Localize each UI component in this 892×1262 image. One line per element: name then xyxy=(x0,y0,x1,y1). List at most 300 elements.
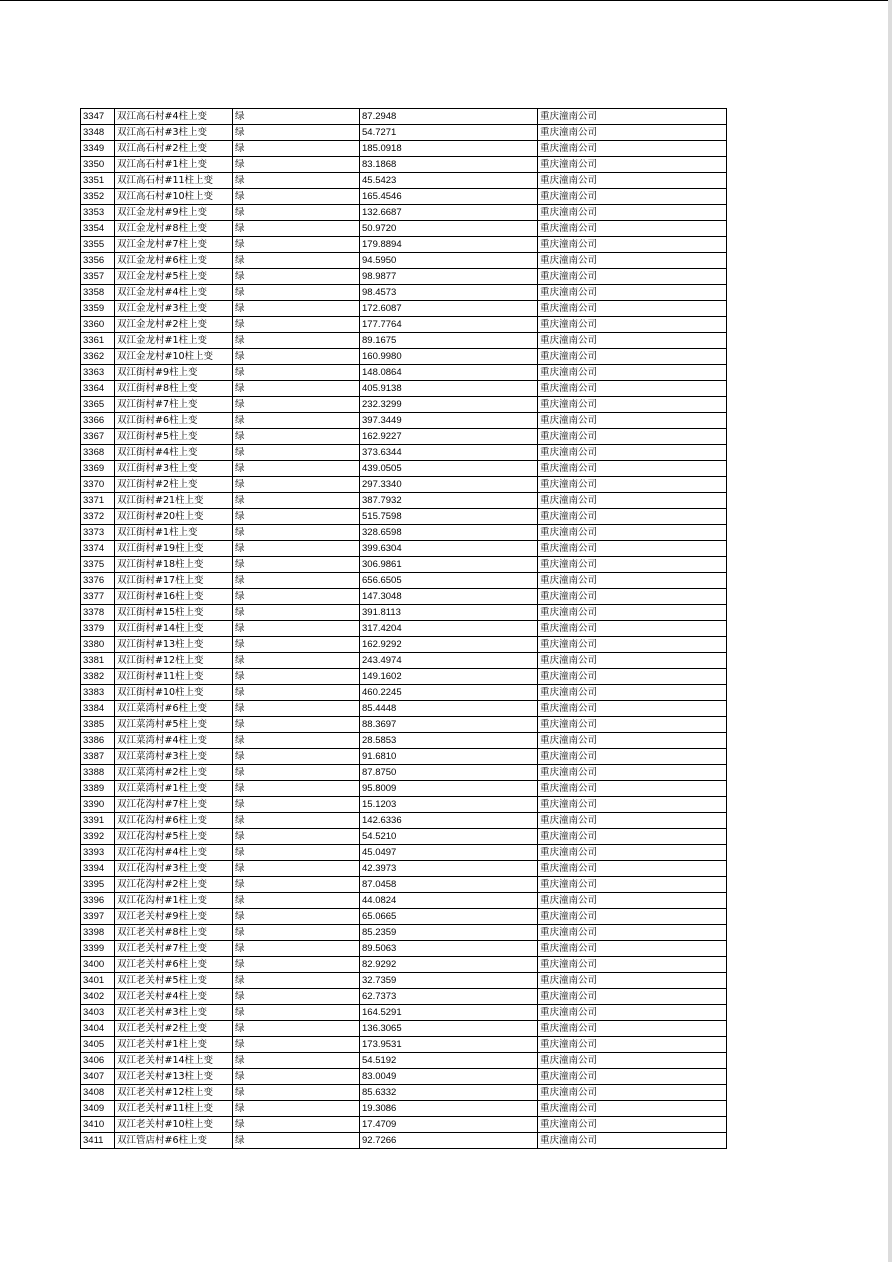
cell-value: 656.6505 xyxy=(360,573,538,589)
table-row xyxy=(81,1021,727,1037)
table-row xyxy=(81,1037,727,1053)
cell-id: 3407 xyxy=(81,1069,115,1085)
cell-status-color: 绿 xyxy=(233,1069,360,1085)
table-row xyxy=(81,1117,727,1133)
table-row xyxy=(81,1053,727,1069)
cell-value: 94.5950 xyxy=(360,253,538,269)
cell-transformer-name: 双江老关村#2柱上变 xyxy=(115,1021,233,1037)
cell-value: 54.5192 xyxy=(360,1053,538,1069)
table-row xyxy=(81,333,727,349)
table-row xyxy=(81,605,727,621)
table-row xyxy=(81,349,727,365)
cell-transformer-name: 双江菜湾村#2柱上变 xyxy=(115,765,233,781)
cell-status-color: 绿 xyxy=(233,557,360,573)
cell-id: 3395 xyxy=(81,877,115,893)
table-row xyxy=(81,381,727,397)
cell-transformer-name: 双江老关村#10柱上变 xyxy=(115,1117,233,1133)
cell-transformer-name: 双江金龙村#6柱上变 xyxy=(115,253,233,269)
cell-value: 32.7359 xyxy=(360,973,538,989)
cell-value: 98.4573 xyxy=(360,285,538,301)
cell-status-color: 绿 xyxy=(233,525,360,541)
cell-company: 重庆潼南公司 xyxy=(538,845,727,861)
table-row xyxy=(81,525,727,541)
cell-status-color: 绿 xyxy=(233,1133,360,1149)
table-row xyxy=(81,845,727,861)
cell-status-color: 绿 xyxy=(233,141,360,157)
cell-value: 17.4709 xyxy=(360,1117,538,1133)
cell-company: 重庆潼南公司 xyxy=(538,941,727,957)
cell-company: 重庆潼南公司 xyxy=(538,445,727,461)
table-row xyxy=(81,461,727,477)
table-row xyxy=(81,317,727,333)
cell-id: 3347 xyxy=(81,109,115,125)
cell-id: 3400 xyxy=(81,957,115,973)
cell-transformer-name: 双江高石村#2柱上变 xyxy=(115,141,233,157)
table-row xyxy=(81,285,727,301)
cell-company: 重庆潼南公司 xyxy=(538,1069,727,1085)
cell-id: 3405 xyxy=(81,1037,115,1053)
cell-value: 328.6598 xyxy=(360,525,538,541)
cell-id: 3377 xyxy=(81,589,115,605)
cell-status-color: 绿 xyxy=(233,781,360,797)
cell-id: 3409 xyxy=(81,1101,115,1117)
cell-status-color: 绿 xyxy=(233,445,360,461)
cell-company: 重庆潼南公司 xyxy=(538,573,727,589)
cell-transformer-name: 双江街村#12柱上变 xyxy=(115,653,233,669)
cell-id: 3362 xyxy=(81,349,115,365)
cell-transformer-name: 双江花沟村#5柱上变 xyxy=(115,829,233,845)
cell-id: 3366 xyxy=(81,413,115,429)
cell-status-color: 绿 xyxy=(233,637,360,653)
table-row xyxy=(81,589,727,605)
cell-company: 重庆潼南公司 xyxy=(538,909,727,925)
table-row xyxy=(81,573,727,589)
cell-company: 重庆潼南公司 xyxy=(538,493,727,509)
cell-id: 3391 xyxy=(81,813,115,829)
cell-company: 重庆潼南公司 xyxy=(538,733,727,749)
cell-id: 3353 xyxy=(81,205,115,221)
cell-status-color: 绿 xyxy=(233,1053,360,1069)
table-row xyxy=(81,237,727,253)
cell-value: 149.1602 xyxy=(360,669,538,685)
cell-company: 重庆潼南公司 xyxy=(538,221,727,237)
cell-id: 3387 xyxy=(81,749,115,765)
cell-value: 89.1675 xyxy=(360,333,538,349)
cell-value: 160.9980 xyxy=(360,349,538,365)
cell-value: 399.6304 xyxy=(360,541,538,557)
cell-id: 3383 xyxy=(81,685,115,701)
table-row xyxy=(81,269,727,285)
cell-company: 重庆潼南公司 xyxy=(538,525,727,541)
cell-company: 重庆潼南公司 xyxy=(538,813,727,829)
cell-value: 54.7271 xyxy=(360,125,538,141)
table-row xyxy=(81,173,727,189)
cell-id: 3365 xyxy=(81,397,115,413)
cell-value: 515.7598 xyxy=(360,509,538,525)
cell-transformer-name: 双江街村#1柱上变 xyxy=(115,525,233,541)
cell-value: 45.5423 xyxy=(360,173,538,189)
cell-value: 232.3299 xyxy=(360,397,538,413)
cell-transformer-name: 双江街村#18柱上变 xyxy=(115,557,233,573)
cell-status-color: 绿 xyxy=(233,461,360,477)
cell-id: 3372 xyxy=(81,509,115,525)
table-row xyxy=(81,765,727,781)
cell-id: 3359 xyxy=(81,301,115,317)
table-row xyxy=(81,397,727,413)
cell-value: 148.0864 xyxy=(360,365,538,381)
cell-company: 重庆潼南公司 xyxy=(538,1005,727,1021)
cell-id: 3348 xyxy=(81,125,115,141)
cell-status-color: 绿 xyxy=(233,173,360,189)
cell-id: 3364 xyxy=(81,381,115,397)
cell-id: 3380 xyxy=(81,637,115,653)
table-row xyxy=(81,877,727,893)
cell-id: 3369 xyxy=(81,461,115,477)
cell-value: 82.9292 xyxy=(360,957,538,973)
table-row xyxy=(81,685,727,701)
cell-id: 3358 xyxy=(81,285,115,301)
cell-id: 3411 xyxy=(81,1133,115,1149)
cell-company: 重庆潼南公司 xyxy=(538,589,727,605)
cell-company: 重庆潼南公司 xyxy=(538,781,727,797)
cell-company: 重庆潼南公司 xyxy=(538,173,727,189)
cell-company: 重庆潼南公司 xyxy=(538,413,727,429)
cell-status-color: 绿 xyxy=(233,989,360,1005)
cell-value: 142.6336 xyxy=(360,813,538,829)
cell-status-color: 绿 xyxy=(233,1005,360,1021)
table-row xyxy=(81,157,727,173)
table-row xyxy=(81,221,727,237)
cell-company: 重庆潼南公司 xyxy=(538,749,727,765)
cell-company: 重庆潼南公司 xyxy=(538,461,727,477)
cell-value: 306.9861 xyxy=(360,557,538,573)
cell-transformer-name: 双江街村#17柱上变 xyxy=(115,573,233,589)
cell-value: 172.6087 xyxy=(360,301,538,317)
cell-id: 3373 xyxy=(81,525,115,541)
cell-status-color: 绿 xyxy=(233,189,360,205)
cell-status-color: 绿 xyxy=(233,717,360,733)
cell-status-color: 绿 xyxy=(233,957,360,973)
cell-status-color: 绿 xyxy=(233,621,360,637)
cell-transformer-name: 双江高石村#10柱上变 xyxy=(115,189,233,205)
cell-id: 3397 xyxy=(81,909,115,925)
cell-company: 重庆潼南公司 xyxy=(538,605,727,621)
cell-id: 3381 xyxy=(81,653,115,669)
cell-id: 3378 xyxy=(81,605,115,621)
table-row xyxy=(81,621,727,637)
cell-value: 15.1203 xyxy=(360,797,538,813)
cell-transformer-name: 双江金龙村#10柱上变 xyxy=(115,349,233,365)
cell-company: 重庆潼南公司 xyxy=(538,1101,727,1117)
cell-id: 3370 xyxy=(81,477,115,493)
table-row xyxy=(81,1005,727,1021)
cell-transformer-name: 双江金龙村#4柱上变 xyxy=(115,285,233,301)
cell-company: 重庆潼南公司 xyxy=(538,861,727,877)
cell-status-color: 绿 xyxy=(233,573,360,589)
cell-value: 162.9292 xyxy=(360,637,538,653)
table-row xyxy=(81,509,727,525)
cell-value: 92.7266 xyxy=(360,1133,538,1149)
cell-value: 387.7932 xyxy=(360,493,538,509)
cell-status-color: 绿 xyxy=(233,925,360,941)
cell-value: 65.0665 xyxy=(360,909,538,925)
table-row xyxy=(81,429,727,445)
cell-id: 3382 xyxy=(81,669,115,685)
cell-transformer-name: 双江街村#8柱上变 xyxy=(115,381,233,397)
cell-id: 3349 xyxy=(81,141,115,157)
cell-transformer-name: 双江金龙村#3柱上变 xyxy=(115,301,233,317)
table-row xyxy=(81,781,727,797)
cell-company: 重庆潼南公司 xyxy=(538,157,727,173)
cell-company: 重庆潼南公司 xyxy=(538,765,727,781)
cell-value: 173.9531 xyxy=(360,1037,538,1053)
cell-company: 重庆潼南公司 xyxy=(538,189,727,205)
cell-status-color: 绿 xyxy=(233,797,360,813)
table-row xyxy=(81,365,727,381)
cell-status-color: 绿 xyxy=(233,541,360,557)
table-row xyxy=(81,189,727,205)
table-row xyxy=(81,893,727,909)
table-row xyxy=(81,1085,727,1101)
data-table xyxy=(80,108,727,1149)
cell-status-color: 绿 xyxy=(233,365,360,381)
cell-company: 重庆潼南公司 xyxy=(538,653,727,669)
table-row xyxy=(81,301,727,317)
cell-id: 3394 xyxy=(81,861,115,877)
cell-id: 3357 xyxy=(81,269,115,285)
cell-company: 重庆潼南公司 xyxy=(538,477,727,493)
cell-company: 重庆潼南公司 xyxy=(538,829,727,845)
cell-value: 87.0458 xyxy=(360,877,538,893)
cell-value: 297.3340 xyxy=(360,477,538,493)
cell-id: 3363 xyxy=(81,365,115,381)
cell-transformer-name: 双江金龙村#1柱上变 xyxy=(115,333,233,349)
cell-company: 重庆潼南公司 xyxy=(538,429,727,445)
table-row xyxy=(81,861,727,877)
cell-value: 162.9227 xyxy=(360,429,538,445)
cell-value: 136.3065 xyxy=(360,1021,538,1037)
cell-status-color: 绿 xyxy=(233,429,360,445)
cell-status-color: 绿 xyxy=(233,589,360,605)
cell-transformer-name: 双江老关村#14柱上变 xyxy=(115,1053,233,1069)
cell-status-color: 绿 xyxy=(233,221,360,237)
cell-id: 3389 xyxy=(81,781,115,797)
table-row xyxy=(81,1069,727,1085)
cell-transformer-name: 双江老关村#4柱上变 xyxy=(115,989,233,1005)
cell-company: 重庆潼南公司 xyxy=(538,285,727,301)
cell-value: 62.7373 xyxy=(360,989,538,1005)
cell-value: 28.5853 xyxy=(360,733,538,749)
cell-transformer-name: 双江街村#10柱上变 xyxy=(115,685,233,701)
cell-company: 重庆潼南公司 xyxy=(538,237,727,253)
cell-transformer-name: 双江街村#14柱上变 xyxy=(115,621,233,637)
cell-company: 重庆潼南公司 xyxy=(538,1053,727,1069)
table-row xyxy=(81,253,727,269)
cell-id: 3379 xyxy=(81,621,115,637)
cell-status-color: 绿 xyxy=(233,301,360,317)
cell-transformer-name: 双江金龙村#8柱上变 xyxy=(115,221,233,237)
table-row xyxy=(81,493,727,509)
table-row xyxy=(81,1133,727,1149)
cell-transformer-name: 双江花沟村#7柱上变 xyxy=(115,797,233,813)
cell-company: 重庆潼南公司 xyxy=(538,685,727,701)
cell-value: 179.8894 xyxy=(360,237,538,253)
cell-status-color: 绿 xyxy=(233,509,360,525)
cell-transformer-name: 双江金龙村#2柱上变 xyxy=(115,317,233,333)
table-body xyxy=(81,109,727,1149)
cell-id: 3367 xyxy=(81,429,115,445)
table-row xyxy=(81,637,727,653)
cell-company: 重庆潼南公司 xyxy=(538,1133,727,1149)
cell-id: 3384 xyxy=(81,701,115,717)
cell-value: 165.4546 xyxy=(360,189,538,205)
table-row xyxy=(81,1101,727,1117)
cell-id: 3388 xyxy=(81,765,115,781)
cell-transformer-name: 双江街村#7柱上变 xyxy=(115,397,233,413)
cell-company: 重庆潼南公司 xyxy=(538,317,727,333)
cell-company: 重庆潼南公司 xyxy=(538,397,727,413)
table-row xyxy=(81,973,727,989)
cell-transformer-name: 双江老关村#5柱上变 xyxy=(115,973,233,989)
cell-value: 89.5063 xyxy=(360,941,538,957)
cell-value: 439.0505 xyxy=(360,461,538,477)
cell-value: 243.4974 xyxy=(360,653,538,669)
table-row xyxy=(81,669,727,685)
cell-id: 3360 xyxy=(81,317,115,333)
cell-company: 重庆潼南公司 xyxy=(538,973,727,989)
cell-id: 3398 xyxy=(81,925,115,941)
cell-transformer-name: 双江街村#6柱上变 xyxy=(115,413,233,429)
cell-company: 重庆潼南公司 xyxy=(538,509,727,525)
table-row xyxy=(81,717,727,733)
cell-id: 3408 xyxy=(81,1085,115,1101)
cell-status-color: 绿 xyxy=(233,765,360,781)
cell-transformer-name: 双江高石村#11柱上变 xyxy=(115,173,233,189)
cell-company: 重庆潼南公司 xyxy=(538,877,727,893)
cell-transformer-name: 双江老关村#7柱上变 xyxy=(115,941,233,957)
table-row xyxy=(81,125,727,141)
cell-transformer-name: 双江老关村#11柱上变 xyxy=(115,1101,233,1117)
cell-id: 3392 xyxy=(81,829,115,845)
cell-status-color: 绿 xyxy=(233,893,360,909)
cell-company: 重庆潼南公司 xyxy=(538,333,727,349)
cell-status-color: 绿 xyxy=(233,1037,360,1053)
cell-id: 3402 xyxy=(81,989,115,1005)
cell-transformer-name: 双江街村#9柱上变 xyxy=(115,365,233,381)
cell-transformer-name: 双江街村#2柱上变 xyxy=(115,477,233,493)
cell-transformer-name: 双江老关村#13柱上变 xyxy=(115,1069,233,1085)
cell-id: 3403 xyxy=(81,1005,115,1021)
cell-transformer-name: 双江高石村#4柱上变 xyxy=(115,109,233,125)
cell-status-color: 绿 xyxy=(233,701,360,717)
cell-transformer-name: 双江金龙村#9柱上变 xyxy=(115,205,233,221)
cell-transformer-name: 双江菜湾村#1柱上变 xyxy=(115,781,233,797)
cell-id: 3374 xyxy=(81,541,115,557)
table-row xyxy=(81,141,727,157)
table-row xyxy=(81,477,727,493)
cell-transformer-name: 双江街村#5柱上变 xyxy=(115,429,233,445)
cell-transformer-name: 双江花沟村#2柱上变 xyxy=(115,877,233,893)
cell-company: 重庆潼南公司 xyxy=(538,1021,727,1037)
cell-id: 3376 xyxy=(81,573,115,589)
cell-company: 重庆潼南公司 xyxy=(538,621,727,637)
top-rule xyxy=(0,0,892,1)
cell-company: 重庆潼南公司 xyxy=(538,957,727,973)
cell-id: 3386 xyxy=(81,733,115,749)
cell-id: 3355 xyxy=(81,237,115,253)
cell-status-color: 绿 xyxy=(233,605,360,621)
cell-transformer-name: 双江菜湾村#5柱上变 xyxy=(115,717,233,733)
cell-id: 3356 xyxy=(81,253,115,269)
cell-value: 185.0918 xyxy=(360,141,538,157)
table-row xyxy=(81,557,727,573)
cell-transformer-name: 双江街村#15柱上变 xyxy=(115,605,233,621)
cell-id: 3354 xyxy=(81,221,115,237)
cell-status-color: 绿 xyxy=(233,125,360,141)
cell-value: 83.1868 xyxy=(360,157,538,173)
table-row xyxy=(81,413,727,429)
cell-id: 3350 xyxy=(81,157,115,173)
cell-status-color: 绿 xyxy=(233,237,360,253)
cell-status-color: 绿 xyxy=(233,317,360,333)
cell-value: 42.3973 xyxy=(360,861,538,877)
table-row xyxy=(81,445,727,461)
cell-transformer-name: 双江老关村#8柱上变 xyxy=(115,925,233,941)
cell-status-color: 绿 xyxy=(233,1117,360,1133)
cell-status-color: 绿 xyxy=(233,333,360,349)
cell-company: 重庆潼南公司 xyxy=(538,253,727,269)
cell-company: 重庆潼南公司 xyxy=(538,109,727,125)
cell-transformer-name: 双江菜湾村#6柱上变 xyxy=(115,701,233,717)
cell-status-color: 绿 xyxy=(233,1021,360,1037)
cell-transformer-name: 双江街村#13柱上变 xyxy=(115,637,233,653)
cell-transformer-name: 双江老关村#3柱上变 xyxy=(115,1005,233,1021)
cell-value: 98.9877 xyxy=(360,269,538,285)
cell-status-color: 绿 xyxy=(233,749,360,765)
cell-company: 重庆潼南公司 xyxy=(538,365,727,381)
cell-transformer-name: 双江高石村#3柱上变 xyxy=(115,125,233,141)
page-edge xyxy=(888,0,892,1262)
cell-transformer-name: 双江菜湾村#4柱上变 xyxy=(115,733,233,749)
table-row xyxy=(81,909,727,925)
table-row xyxy=(81,109,727,125)
cell-value: 317.4204 xyxy=(360,621,538,637)
cell-status-color: 绿 xyxy=(233,157,360,173)
cell-company: 重庆潼南公司 xyxy=(538,669,727,685)
cell-value: 91.6810 xyxy=(360,749,538,765)
cell-transformer-name: 双江老关村#12柱上变 xyxy=(115,1085,233,1101)
cell-value: 50.9720 xyxy=(360,221,538,237)
cell-status-color: 绿 xyxy=(233,269,360,285)
cell-status-color: 绿 xyxy=(233,493,360,509)
cell-transformer-name: 双江街村#4柱上变 xyxy=(115,445,233,461)
cell-status-color: 绿 xyxy=(233,829,360,845)
cell-transformer-name: 双江高石村#1柱上变 xyxy=(115,157,233,173)
cell-id: 3410 xyxy=(81,1117,115,1133)
cell-value: 44.0824 xyxy=(360,893,538,909)
cell-status-color: 绿 xyxy=(233,109,360,125)
cell-id: 3361 xyxy=(81,333,115,349)
cell-status-color: 绿 xyxy=(233,941,360,957)
table-row xyxy=(81,813,727,829)
table-row xyxy=(81,941,727,957)
cell-transformer-name: 双江街村#16柱上变 xyxy=(115,589,233,605)
cell-company: 重庆潼南公司 xyxy=(538,349,727,365)
cell-transformer-name: 双江花沟村#6柱上变 xyxy=(115,813,233,829)
cell-company: 重庆潼南公司 xyxy=(538,1117,727,1133)
cell-company: 重庆潼南公司 xyxy=(538,989,727,1005)
table-row xyxy=(81,701,727,717)
